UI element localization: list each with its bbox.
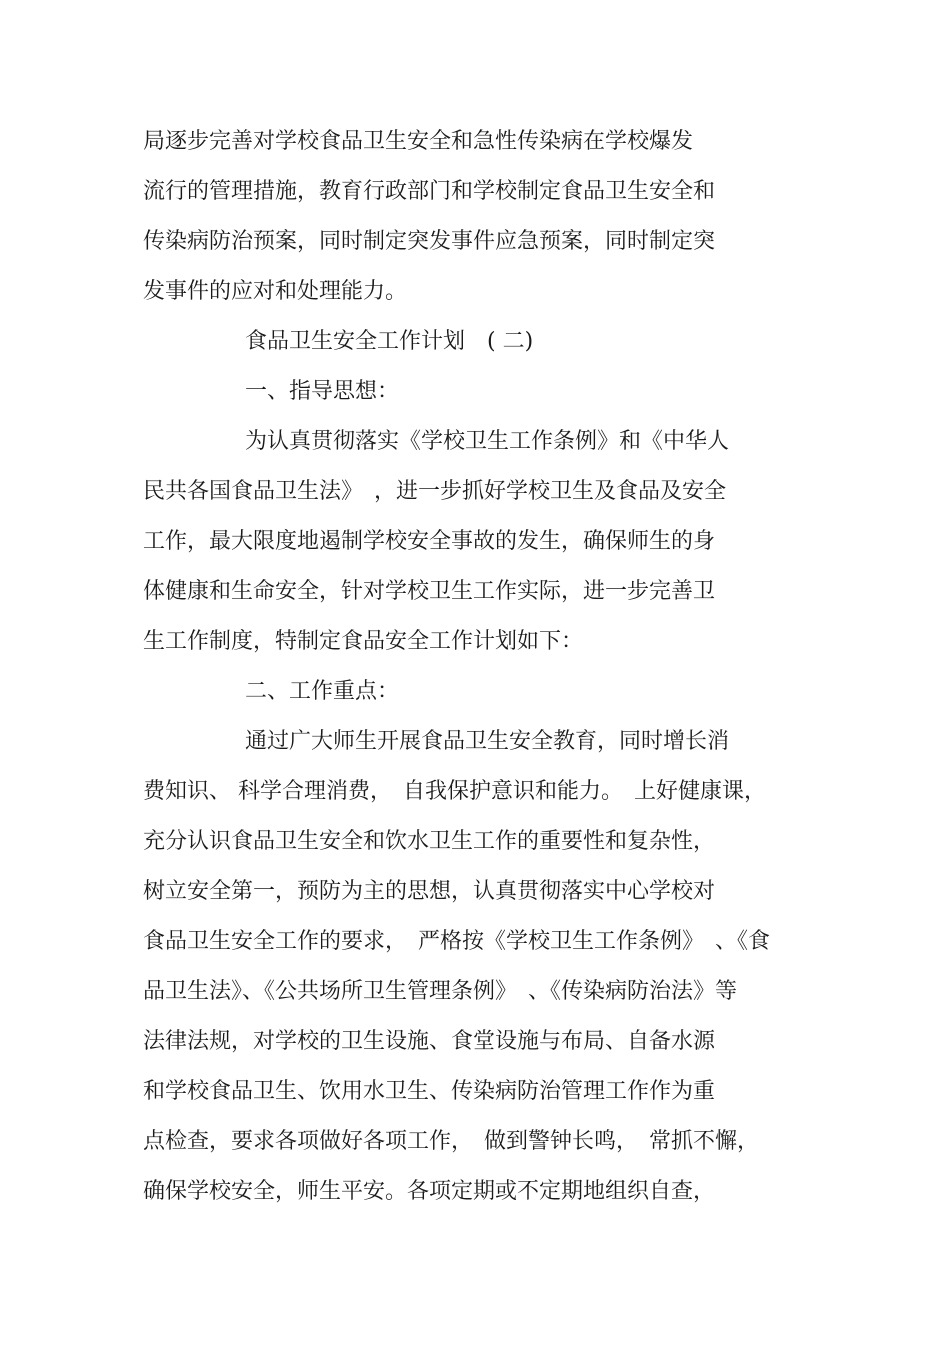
text-line: 确保学校安全，师生平安。各项定期或不定期地组织自查， <box>143 1179 716 1204</box>
text-line: 工作，最大限度地遏制学校安全事故的发生，确保师生的身 <box>143 529 716 554</box>
section-title: 食品卫生安全工作计划 ( 二) <box>245 329 534 354</box>
text-line: 树立安全第一，预防为主的思想，认真贯彻落实中心学校对 <box>143 879 716 904</box>
text-line: 流行的管理措施，教育行政部门和学校制定食品卫生安全和 <box>143 179 716 204</box>
text-line: 民共各国食品卫生法》 ，进一步抓好学校卫生及食品及安全 <box>143 479 727 504</box>
section-heading: 一、指导思想： <box>245 379 400 404</box>
section-heading: 二、工作重点： <box>245 679 400 704</box>
text-line: 充分认识食品卫生安全和饮水卫生工作的重要性和复杂性， <box>143 829 716 854</box>
text-line: 局逐步完善对学校食品卫生安全和急性传染病在学校爆发 <box>143 129 694 154</box>
text-line: 为认真贯彻落实《学校卫生工作条例》和《中华人 <box>245 429 730 454</box>
text-line: 法律法规，对学校的卫生设施、食堂设施与布局、自备水源 <box>143 1029 716 1054</box>
text-line: 通过广大师生开展食品卫生安全教育，同时增长消 <box>245 729 730 754</box>
text-line: 传染病防治预案，同时制定突发事件应急预案，同时制定突 <box>143 229 716 254</box>
text-line: 和学校食品卫生、饮用水卫生、传染病防治管理工作作为重 <box>143 1079 716 1104</box>
text-line: 体健康和生命安全，针对学校卫生工作实际，进一步完善卫 <box>143 579 716 604</box>
text-line: 费知识、 科学合理消费， 自我保护意识和能力。 上好健康课， <box>143 779 766 804</box>
text-line: 生工作制度，特制定食品安全工作计划如下： <box>143 629 584 654</box>
text-line: 点检查，要求各项做好各项工作， 做到警钟长鸣， 常抓不懈， <box>143 1129 760 1154</box>
text-line: 发事件的应对和处理能力。 <box>143 279 408 304</box>
text-line: 品卫生法》、《公共场所卫生管理条例》 、《传染病防治法》等 <box>143 979 738 1004</box>
text-line: 食品卫生安全工作的要求， 严格按《学校卫生工作条例》 、《食 <box>143 929 771 954</box>
